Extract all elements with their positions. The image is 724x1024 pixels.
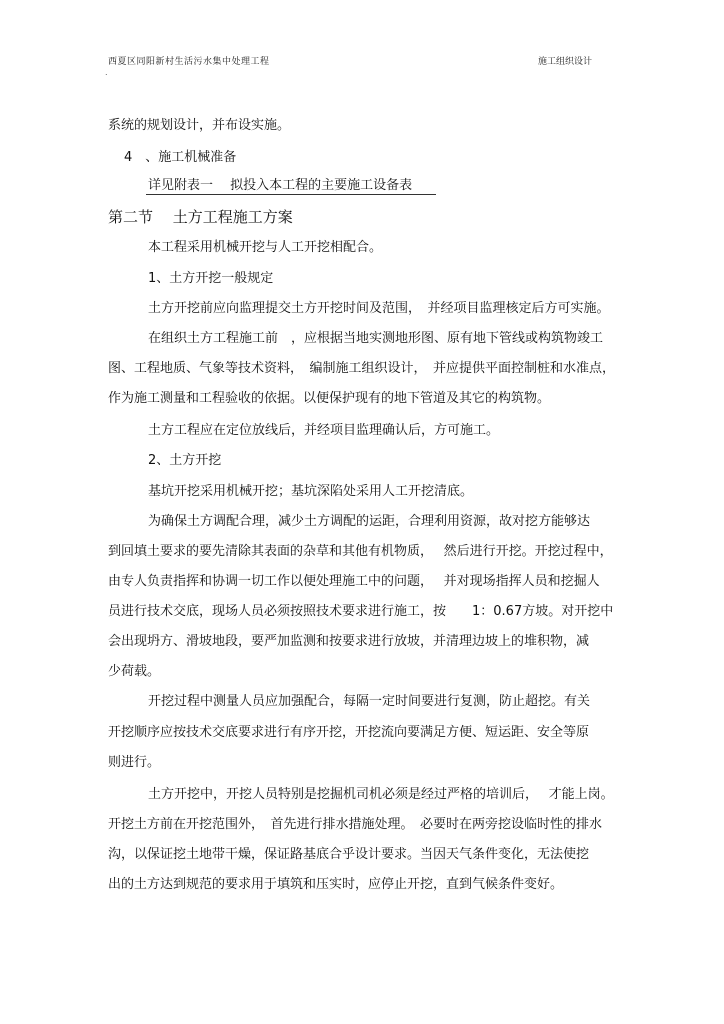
paragraph-line: 开挖顺序应按技术交底要求进行有序开挖，开挖流向要满足方便、短运距、安全等原 bbox=[108, 725, 590, 740]
paragraph-line: 土方开挖中，开挖人员特别是挖掘机司机必须是经过严格的培训后， 才能上岗。 bbox=[148, 787, 614, 802]
paragraph-line: 基坑开挖采用机械开挖；基坑深陷处采用人工开挖清底。 bbox=[148, 484, 474, 499]
paragraph-line: 会出现坍方、滑坡地段，要严加监测和按要求进行放坡，并清理边坡上的堆积物，减 bbox=[108, 634, 590, 649]
paragraph-line: 为确保土方调配合理，减少土方调配的运距，合理利用资源，故对挖方能够达 bbox=[148, 514, 591, 529]
paragraph-line: 沟，以保证挖土地带干燥，保证路基底合乎设计要求。当因天气条件变化，无法使挖 bbox=[108, 847, 590, 862]
header-dot: . bbox=[105, 68, 108, 77]
paragraph-line: 作为施工测量和工程验收的依据。以便保护现有的地下管道及其它的构筑物。 bbox=[108, 391, 551, 406]
paragraph-line: 出的土方达到规范的要求用于填筑和压实时，应停止开挖，直到气候条件变好。 bbox=[108, 877, 564, 892]
paragraph-line: 则进行。 bbox=[108, 755, 161, 770]
paragraph-line: 图、工程地质、气象等技术资料， 编制施工组织设计， 并应提供平面控制桩和水准点， bbox=[108, 361, 616, 376]
page-header bbox=[105, 54, 608, 77]
paragraph-line: 在组织土方工程施工前 ，应根据当地实测地形图、原有地下管线或构筑物竣工 bbox=[148, 331, 604, 346]
appendix-reference: 详见附表一 拟投入本工程的主要施工设备表 bbox=[148, 178, 413, 193]
paragraph-line: 开挖土方前在开挖范围外， 首先进行排水措施处理。 必要时在两旁挖设临时性的排水 bbox=[108, 817, 603, 832]
paragraph-line: 少荷载。 bbox=[108, 664, 161, 679]
header-project-name: 西夏区同阳新村生活污水集中处理工程 bbox=[108, 57, 270, 67]
paragraph-line: 土方工程应在定位放线后，并经项目监理确认后，方可施工。 bbox=[148, 423, 500, 438]
section-heading: 第二节 土方工程施工方案 bbox=[108, 208, 293, 226]
paragraph-line: 到回填土要求的要先清除其表面的杂草和其他有机物质， 然后进行开挖。开挖过程中， bbox=[108, 544, 613, 559]
paragraph-line: 开挖过程中测量人员应加强配合，每隔一定时间要进行复测，防止超挖。有关 bbox=[148, 694, 591, 709]
paragraph-line: 土方开挖前应向监理提交土方开挖时间及范围， 并经项目监理核定后方可实施。 bbox=[148, 301, 610, 316]
subsection-heading: 2、土方开挖 bbox=[148, 453, 222, 468]
section-item-4: 4 、施工机械准备 bbox=[124, 150, 237, 165]
paragraph-line: 由专人负责指挥和协调一切工作以便处理施工中的问题， 并对现场指挥人员和挖掘人 bbox=[108, 574, 600, 589]
appendix-underline bbox=[146, 194, 436, 195]
header-doc-title: 施工组织设计 bbox=[538, 57, 593, 67]
paragraph-line: 员进行技术交底，现场人员必须按照技术要求进行施工，按 1：0.67方坡。对开挖中 bbox=[108, 604, 614, 619]
paragraph-line: 系统的规划设计，并布设实施。 bbox=[108, 118, 291, 133]
paragraph-line: 本工程采用机械开挖与人工开挖相配合。 bbox=[148, 240, 383, 255]
subsection-heading: 1、土方开挖一般规定 bbox=[148, 271, 274, 286]
